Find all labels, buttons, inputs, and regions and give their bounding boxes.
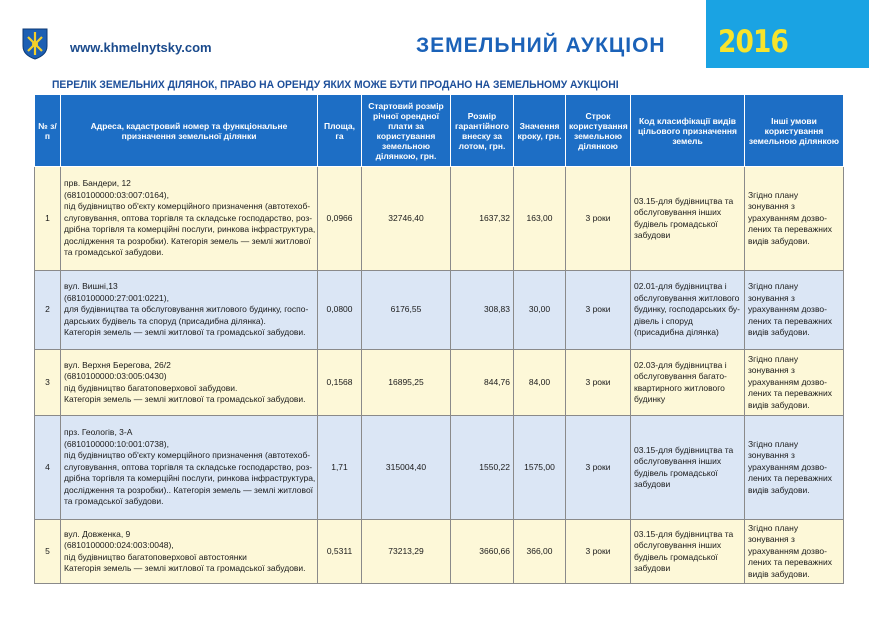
address-line: для будівництва та обслуговування житлового будинку, госпо- xyxy=(64,304,309,315)
address-line: дослідження та розробки). Категорія земель — землі житлової xyxy=(64,235,311,246)
cell-deposit: 1637,32 xyxy=(451,167,514,271)
col-header-term: Строк користування земельною ділянкою xyxy=(566,95,631,167)
address-line: (6810100000:03:007:0164), xyxy=(64,189,169,200)
address-line: під будівництво багатоповерхової автостоянки xyxy=(64,551,247,562)
address-line: дрібна торгівля та комерційні послуги, ринкова інфраструктура, xyxy=(64,224,316,235)
address-line: слуговування, оптова торгівля та складське господарство, роз- xyxy=(64,212,313,223)
col-header-step: Значення кроку, грн. xyxy=(514,95,566,167)
col-header-address: Адреса, кадастровий номер та функціональне призначення земельної ділянки xyxy=(61,95,318,167)
cell-address xyxy=(61,167,318,271)
cell-conditions: Згідно плану зонування з урахуванням дозво-лених та переважних видів забудови. xyxy=(745,167,844,271)
col-header-num: № з/п xyxy=(35,95,61,167)
address-line: дарських будівель та споруд (присадибна ділянка). xyxy=(64,315,266,326)
address-line: дрібна торгівля та комерційні послуги, ринкова інфраструктура, xyxy=(64,473,316,484)
cell-rent: 315004,40 xyxy=(362,416,451,520)
cell-step: 163,00 xyxy=(514,167,566,271)
col-header-rent: Стартовий розмір річної орендної плати за користування земельною ділянкою, грн. xyxy=(362,95,451,167)
cell-step: 366,00 xyxy=(514,520,566,584)
address-line: прв. Бандери, 12 xyxy=(64,178,131,189)
address-line: слуговування, оптова торгівля та складське господарство, роз- xyxy=(64,461,313,472)
cell-term: 3 роки xyxy=(566,350,631,416)
address-line: (6810100000:024:003:0048), xyxy=(64,540,174,550)
address-line: прз. Геологів, 3-А xyxy=(64,427,133,438)
table-row xyxy=(35,416,844,520)
site-url: www.khmelnytsky.com xyxy=(70,40,212,55)
cell-area: 0,0966 xyxy=(318,167,362,271)
table-row xyxy=(35,350,844,416)
cell-conditions: Згідно плану зонування з урахуванням дозво-лених та переважних видів забудови. xyxy=(745,350,844,416)
cell-address xyxy=(61,350,318,416)
col-header-area: Площа, га xyxy=(318,95,362,167)
cell-code: 02.01-для будівництва і обслуговування житлового будинку, господарських бу-дівель і споруд (присадибна ділянка) xyxy=(631,271,745,350)
col-header-conditions: Інші умови користування земельною ділянкою xyxy=(745,95,844,167)
cell-rent: 32746,40 xyxy=(362,167,451,271)
address-line: Категорія земель — землі житлової та громадської забудови. xyxy=(64,394,306,404)
cell-num: 5 xyxy=(35,520,61,584)
cell-term: 3 роки xyxy=(566,271,631,350)
cell-rent: 6176,55 xyxy=(362,271,451,350)
cell-address xyxy=(61,520,318,584)
cell-num: 4 xyxy=(35,416,61,520)
land-plots-table xyxy=(34,94,844,584)
year-banner xyxy=(706,0,869,68)
cell-num: 3 xyxy=(35,350,61,416)
cell-code: 03.15-для будівництва та обслуговування інших будівель громадської забудови xyxy=(631,167,745,271)
cell-address xyxy=(61,416,318,520)
col-header-code: Код класифікації видів цільового призначення земель xyxy=(631,95,745,167)
cell-step: 30,00 xyxy=(514,271,566,350)
cell-deposit: 3660,66 xyxy=(451,520,514,584)
table-row xyxy=(35,520,844,584)
page-title: ЗЕМЕЛЬНИЙ АУКЦІОН xyxy=(416,34,666,57)
address-line: під будівництво об'єкту комерційного призначення (автотехоб- xyxy=(64,201,311,212)
address-line: вул. Верхня Берегова, 26/2 xyxy=(64,359,171,370)
address-line: Категорія земель — землі житлової та громадської забудови. xyxy=(64,563,306,573)
table-caption: ПЕРЕЛІК ЗЕМЕЛЬНИХ ДІЛЯНОК, ПРАВО НА ОРЕНДУ ЯКИХ МОЖЕ БУТИ ПРОДАНО НА ЗЕМЕЛЬНОМУ АУКЦІОНІ xyxy=(52,79,619,91)
address-line: вул. Довженка, 9 xyxy=(64,528,131,539)
address-line: та громадської забудови. xyxy=(64,247,164,258)
cell-term: 3 роки xyxy=(566,167,631,271)
cell-address xyxy=(61,271,318,350)
cell-rent: 16895,25 xyxy=(362,350,451,416)
cell-conditions: Згідно плану зонування з урахуванням дозво-лених та переважних видів забудови. xyxy=(745,520,844,584)
cell-term: 3 роки xyxy=(566,520,631,584)
cell-num: 1 xyxy=(35,167,61,271)
cell-code: 03.15-для будівництва та обслуговування інших будівель громадської забудови xyxy=(631,520,745,584)
address-line: та громадської забудови. xyxy=(64,496,164,507)
year-label: 2016 xyxy=(718,24,788,60)
address-line: (6810100000:27:001:0221), xyxy=(64,292,169,303)
cell-num: 2 xyxy=(35,271,61,350)
table-row xyxy=(35,271,844,350)
cell-term: 3 роки xyxy=(566,416,631,520)
cell-conditions: Згідно плану зонування з урахуванням дозво-лених та переважних видів забудови. xyxy=(745,416,844,520)
cell-step: 84,00 xyxy=(514,350,566,416)
address-line: (6810100000:03:005:0430) xyxy=(64,371,167,381)
address-line: під будівництво багатоповерхової забудови. xyxy=(64,382,238,393)
cell-code: 03.15-для будівництва та обслуговування інших будівель громадської забудови xyxy=(631,416,745,520)
cell-deposit: 844,76 xyxy=(451,350,514,416)
cell-conditions: Згідно плану зонування з урахуванням дозво-лених та переважних видів забудови. xyxy=(745,271,844,350)
cell-code: 02.03-для будівництва і обслуговування багато-квартирного житлового будинку xyxy=(631,350,745,416)
khmelnytsky-coat-of-arms-icon xyxy=(22,28,48,60)
col-header-deposit: Розмір гарантійного внеску за лотом, грн. xyxy=(451,95,514,167)
cell-area: 0,1568 xyxy=(318,350,362,416)
cell-area: 0,5311 xyxy=(318,520,362,584)
address-line: Категорія земель — землі житлової та громадської забудови. xyxy=(64,327,306,338)
address-line: вул. Вишні,13 xyxy=(64,281,118,292)
cell-rent: 73213,29 xyxy=(362,520,451,584)
address-line: дослідження та розробки).. Категорія земель — землі житлової xyxy=(64,484,314,495)
table-header-row xyxy=(35,95,844,167)
table-row xyxy=(35,167,844,271)
cell-area: 1,71 xyxy=(318,416,362,520)
cell-deposit: 308,83 xyxy=(451,271,514,350)
page-header xyxy=(0,0,869,72)
cell-area: 0,0800 xyxy=(318,271,362,350)
cell-step: 1575,00 xyxy=(514,416,566,520)
address-line: (6810100000:10:001:0738), xyxy=(64,438,169,449)
address-line: під будівництво об'єкту комерційного призначення (автотехоб- xyxy=(64,450,311,461)
cell-deposit: 1550,22 xyxy=(451,416,514,520)
